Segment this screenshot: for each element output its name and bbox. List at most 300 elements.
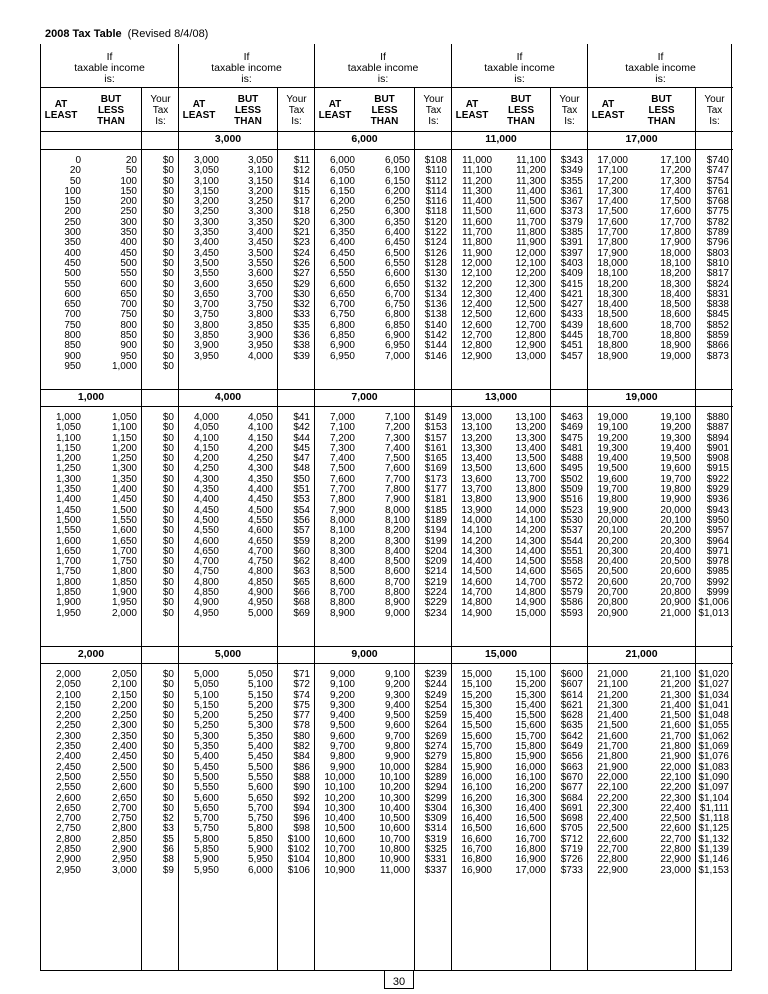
at-least-value: 1,550 xyxy=(55,525,81,537)
but-less-than-value: 12,200 xyxy=(515,268,546,280)
at-least-value: 850 xyxy=(64,340,81,352)
tax-value: $670 xyxy=(560,771,583,783)
at-least-value: 6,350 xyxy=(329,227,355,239)
tax-value: $36 xyxy=(293,330,310,342)
tax-value: $23 xyxy=(293,237,310,249)
at-least-value: 14,300 xyxy=(461,545,492,557)
but-less-than-value: 6,300 xyxy=(384,206,410,218)
but-less-than-value: 23,000 xyxy=(660,864,691,876)
tax-value: $1,076 xyxy=(698,751,729,763)
tax-value: $1,104 xyxy=(698,792,729,804)
table-row xyxy=(41,866,178,876)
but-less-than-value: 2,300 xyxy=(111,720,137,732)
at-least-value: 19,800 xyxy=(597,494,628,506)
tax-value: $269 xyxy=(424,730,447,742)
at-least-value: 20,000 xyxy=(597,514,628,526)
but-less-than-value: 9,300 xyxy=(384,689,410,701)
but-less-than-value: 14,700 xyxy=(515,576,546,588)
tax-value: $0 xyxy=(162,504,174,516)
at-least-value: 2,300 xyxy=(55,730,81,742)
but-less-than-value: 19,900 xyxy=(660,494,691,506)
table-row xyxy=(41,166,178,176)
but-less-than-value: 15,700 xyxy=(515,730,546,742)
at-least-value: 300 xyxy=(64,227,81,239)
at-least-value: 21,700 xyxy=(597,741,628,753)
tax-value: $950 xyxy=(706,514,729,526)
tax-value: $642 xyxy=(560,730,583,742)
tax-value: $488 xyxy=(560,453,583,465)
tax-value: $35 xyxy=(293,319,310,331)
tax-value: $810 xyxy=(706,257,729,269)
header-text: AT xyxy=(192,99,206,110)
but-less-than-value: 15,600 xyxy=(515,720,546,732)
tax-value: $866 xyxy=(706,340,729,352)
but-less-than-value: 6,250 xyxy=(384,196,410,208)
but-less-than-value: 10,400 xyxy=(379,802,410,814)
section-rows xyxy=(315,156,451,362)
header-text: LEAST xyxy=(182,110,216,121)
but-less-than-value: 10,800 xyxy=(379,844,410,856)
tax-value: $26 xyxy=(293,257,310,269)
tax-value: $264 xyxy=(424,720,447,732)
at-least-value: 22,600 xyxy=(597,833,628,845)
at-least-value: 2,350 xyxy=(55,741,81,753)
at-least-value: 11,700 xyxy=(462,227,492,239)
at-least-value: 4,250 xyxy=(193,463,219,475)
table-row xyxy=(41,177,178,187)
but-less-than-header xyxy=(492,88,550,132)
tax-value: $775 xyxy=(706,206,729,218)
but-less-than-value: 14,000 xyxy=(515,504,546,516)
but-less-than-value: 8,500 xyxy=(384,556,410,568)
but-less-than-value: 850 xyxy=(120,330,137,342)
but-less-than-value: 9,800 xyxy=(384,741,410,753)
table-row xyxy=(452,609,587,619)
tax-value: $992 xyxy=(706,576,729,588)
but-less-than-value: 2,800 xyxy=(111,823,137,835)
at-least-value: 6,300 xyxy=(329,216,355,228)
at-least-value: 16,100 xyxy=(461,782,492,794)
but-less-than-value: 13,200 xyxy=(515,422,546,434)
but-less-than-value: 14,600 xyxy=(515,566,546,578)
at-least-value: 2,000 xyxy=(55,669,81,680)
at-least-value: 22,300 xyxy=(597,802,628,814)
tax-value: $0 xyxy=(162,607,174,619)
but-less-than-value: 6,400 xyxy=(384,227,410,239)
at-least-value: 14,400 xyxy=(461,556,492,568)
but-less-than-value: 3,500 xyxy=(247,247,273,259)
at-least-value: 12,000 xyxy=(461,257,492,269)
column-header-if xyxy=(315,44,451,88)
table-row xyxy=(41,187,178,197)
at-least-value: 3,750 xyxy=(193,309,219,321)
tax-value: $161 xyxy=(424,442,447,454)
but-less-than-value: 5,050 xyxy=(247,669,273,680)
but-less-than-value: 8,100 xyxy=(384,514,410,526)
at-least-value: 12,100 xyxy=(461,268,492,280)
but-less-than-value: 9,000 xyxy=(384,607,410,619)
at-least-value: 19,400 xyxy=(597,453,628,465)
at-least-value: 18,100 xyxy=(597,268,628,280)
but-less-than-value: 10,700 xyxy=(379,833,410,845)
header-text: Your xyxy=(150,93,171,105)
tax-value: $254 xyxy=(424,699,447,711)
at-least-value: 450 xyxy=(64,257,81,269)
at-least-value: 14,000 xyxy=(461,514,492,526)
tax-value: $915 xyxy=(706,463,729,475)
at-least-value: 4,600 xyxy=(193,535,219,547)
at-least-value: 18,500 xyxy=(597,309,628,321)
tax-value: $153 xyxy=(424,422,447,434)
but-less-than-value: 7,100 xyxy=(384,412,410,423)
header-text: is: xyxy=(377,73,389,85)
tax-value: $30 xyxy=(293,288,310,300)
at-least-value: 21,300 xyxy=(597,699,628,711)
but-less-than-value: 6,850 xyxy=(384,319,410,331)
tax-value: $0 xyxy=(162,484,174,496)
tax-value: $0 xyxy=(162,227,174,239)
but-less-than-value: 4,900 xyxy=(247,587,273,599)
tax-value: $1,020 xyxy=(698,669,729,680)
tax-value: $475 xyxy=(560,432,583,444)
but-less-than-header xyxy=(628,88,695,132)
tax-value: $138 xyxy=(424,309,447,321)
tax-value: $0 xyxy=(162,288,174,300)
but-less-than-value: 13,800 xyxy=(515,484,546,496)
tax-value: $796 xyxy=(706,237,729,249)
at-least-value: 14,800 xyxy=(461,597,492,609)
at-least-value: 6,750 xyxy=(329,309,355,321)
tax-value: $259 xyxy=(424,710,447,722)
but-less-than-value: 8,600 xyxy=(384,566,410,578)
section-rows xyxy=(452,413,587,619)
at-least-value: 1,450 xyxy=(55,504,81,516)
but-less-than-value: 8,200 xyxy=(384,525,410,537)
at-least-value: 2,600 xyxy=(55,792,81,804)
at-least-value: 6,500 xyxy=(329,257,355,269)
but-less-than-value: 5,650 xyxy=(247,792,273,804)
header-text: BUT xyxy=(651,93,672,105)
but-less-than-value: 6,750 xyxy=(384,299,410,311)
tax-value: $705 xyxy=(560,823,583,835)
tax-value: $0 xyxy=(162,710,174,722)
at-least-value: 4,700 xyxy=(193,556,219,568)
tax-value: $106 xyxy=(287,864,310,876)
but-less-than-value: 11,900 xyxy=(516,237,546,249)
but-less-than-value: 8,700 xyxy=(384,576,410,588)
but-less-than-value: 22,300 xyxy=(660,792,691,804)
but-less-than-value: 22,100 xyxy=(660,771,691,783)
at-least-value: 11,500 xyxy=(462,206,492,218)
at-least-value: 7,300 xyxy=(329,442,355,454)
section-rows xyxy=(588,413,733,619)
tax-value: $294 xyxy=(424,782,447,794)
tax-value: $239 xyxy=(424,669,447,680)
at-least-value: 12,700 xyxy=(461,330,492,342)
at-least-value: 16,900 xyxy=(461,864,492,876)
but-less-than-value: 13,900 xyxy=(515,494,546,506)
at-least-value: 19,900 xyxy=(597,504,628,516)
but-less-than-value: 14,500 xyxy=(515,556,546,568)
section-header xyxy=(179,389,314,407)
at-least-value: 18,300 xyxy=(597,288,628,300)
at-least-value: 4,450 xyxy=(193,504,219,516)
at-least-value: 5,450 xyxy=(193,761,219,773)
but-less-than-value: 3,800 xyxy=(247,309,273,321)
but-less-than-value: 13,300 xyxy=(515,432,546,444)
but-less-than-value: 17,700 xyxy=(660,216,691,228)
section-rows xyxy=(179,413,314,619)
section-rows xyxy=(41,413,178,619)
section-header xyxy=(41,646,178,664)
tax-value: $0 xyxy=(162,340,174,352)
table-row xyxy=(315,866,451,876)
tax-value: $181 xyxy=(424,494,447,506)
tax-value: $469 xyxy=(560,422,583,434)
at-least-value: 7,100 xyxy=(329,422,355,434)
but-less-than-value: 11,600 xyxy=(516,206,546,218)
section-label: 17,000 xyxy=(625,133,658,145)
tax-value: $0 xyxy=(162,576,174,588)
tax-value: $314 xyxy=(424,823,447,835)
at-least-value: 18,700 xyxy=(597,330,628,342)
but-less-than-value: 6,800 xyxy=(384,309,410,321)
at-least-value: 16,000 xyxy=(461,771,492,783)
section-header xyxy=(179,646,314,664)
at-least-value: 4,300 xyxy=(193,473,219,485)
at-least-value: 7,700 xyxy=(329,484,355,496)
but-less-than-value: 20,900 xyxy=(660,597,691,609)
at-least-value: 550 xyxy=(64,278,81,290)
tax-value: $12 xyxy=(293,165,310,177)
but-less-than-value: 6,100 xyxy=(384,165,410,177)
but-less-than-value: 22,600 xyxy=(660,823,691,835)
tax-value: $0 xyxy=(162,350,174,362)
tax-value: $72 xyxy=(293,679,310,691)
at-least-value: 13,400 xyxy=(461,453,492,465)
tax-table xyxy=(40,44,732,971)
tax-value: $56 xyxy=(293,514,310,526)
at-least-value: 6,050 xyxy=(329,165,355,177)
section-rows xyxy=(452,670,587,876)
tax-value: $789 xyxy=(706,227,729,239)
but-less-than-value: 800 xyxy=(120,319,137,331)
tax-value: $747 xyxy=(706,165,729,177)
at-least-value: 10,900 xyxy=(324,864,355,876)
at-least-value: 1,000 xyxy=(55,412,81,423)
at-least-value: 950 xyxy=(64,360,81,372)
but-less-than-value: 22,800 xyxy=(660,844,691,856)
at-least-value: 6,700 xyxy=(329,299,355,311)
tax-value: $0 xyxy=(162,556,174,568)
tax-value: $0 xyxy=(162,309,174,321)
but-less-than-value: 14,900 xyxy=(515,597,546,609)
but-less-than-value: 6,050 xyxy=(384,155,410,166)
section-label: 13,000 xyxy=(484,391,518,403)
at-least-value: 20,800 xyxy=(597,597,628,609)
but-less-than-value: 200 xyxy=(120,196,137,208)
at-least-value: 15,200 xyxy=(461,689,492,701)
but-less-than-value: 13,400 xyxy=(515,442,546,454)
at-least-value: 14,200 xyxy=(461,535,492,547)
at-least-value: 20,400 xyxy=(597,556,628,568)
header-text: taxable income xyxy=(74,62,145,74)
but-less-than-value: 20,700 xyxy=(660,576,691,588)
header-text: Tax xyxy=(152,104,169,116)
at-least-value: 6,000 xyxy=(329,155,355,166)
at-least-value: 11,800 xyxy=(462,237,492,249)
tax-value: $1,125 xyxy=(698,823,729,835)
but-less-than-value: 2,350 xyxy=(111,730,137,742)
at-least-value: 21,900 xyxy=(597,761,628,773)
but-less-than-value: 1,750 xyxy=(111,556,137,568)
your-tax-header xyxy=(695,88,733,132)
tax-value: $421 xyxy=(560,288,583,300)
tax-value: $45 xyxy=(293,442,310,454)
table-row xyxy=(179,609,314,619)
section-header xyxy=(315,132,451,150)
tax-value: $0 xyxy=(162,566,174,578)
but-less-than-value: 11,000 xyxy=(380,864,410,876)
but-less-than-value: 3,150 xyxy=(247,175,273,187)
at-least-value: 2,050 xyxy=(55,679,81,691)
table-row xyxy=(41,300,178,310)
tax-value: $234 xyxy=(424,607,447,619)
tax-value: $0 xyxy=(162,453,174,465)
but-less-than-value: 20,200 xyxy=(660,525,691,537)
tax-value: $41 xyxy=(293,412,310,423)
tax-value: $319 xyxy=(424,833,447,845)
at-least-value: 9,100 xyxy=(329,679,355,691)
but-less-than-value: 2,100 xyxy=(111,679,137,691)
at-least-value: 6,250 xyxy=(329,206,355,218)
tax-value: $6 xyxy=(162,844,174,856)
tax-value: $214 xyxy=(424,566,447,578)
at-least-value: 22,100 xyxy=(597,782,628,794)
table-row xyxy=(41,331,178,341)
at-least-value: 2,900 xyxy=(55,854,81,866)
tax-value: $415 xyxy=(560,278,583,290)
but-less-than-value: 1,000 xyxy=(111,360,137,372)
at-least-value: 20,700 xyxy=(597,587,628,599)
at-least-value: 15,600 xyxy=(461,730,492,742)
at-least-value: 9,200 xyxy=(329,689,355,701)
at-least-value: 19,600 xyxy=(597,473,628,485)
section-label: 11,000 xyxy=(485,133,517,145)
table-row xyxy=(179,352,314,362)
page-title xyxy=(45,28,208,40)
but-less-than-value: 20,600 xyxy=(660,566,691,578)
header-text: AT xyxy=(328,99,342,110)
section-rows xyxy=(41,670,178,876)
table-row xyxy=(452,866,587,876)
but-less-than-value: 17,400 xyxy=(660,185,691,197)
tax-value: $1,055 xyxy=(698,720,729,732)
tax-value: $0 xyxy=(162,545,174,557)
table-title: 2008 Tax Table xyxy=(45,28,122,40)
tax-value: $0 xyxy=(162,442,174,454)
tax-value: $17 xyxy=(293,196,310,208)
at-least-value: 17,500 xyxy=(597,206,628,218)
at-least-value: 1,400 xyxy=(55,494,81,506)
at-least-value: 1,900 xyxy=(55,597,81,609)
tax-value: $0 xyxy=(162,730,174,742)
header-text: Tax xyxy=(288,104,305,116)
tax-value: $142 xyxy=(424,330,447,342)
header-text: is: xyxy=(655,73,666,85)
at-least-value: 19,200 xyxy=(597,432,628,444)
but-less-than-value: 1,250 xyxy=(111,453,137,465)
at-least-value: 16,600 xyxy=(461,833,492,845)
tax-value: $42 xyxy=(293,422,310,434)
tax-value: $621 xyxy=(560,699,583,711)
section-rows xyxy=(588,670,733,876)
at-least-value: 5,350 xyxy=(193,741,219,753)
tax-value: $1,034 xyxy=(698,689,729,701)
table-column xyxy=(41,44,179,971)
section-header xyxy=(588,132,733,150)
section-header xyxy=(41,132,178,150)
but-less-than-value: 5,500 xyxy=(247,761,273,773)
tax-value: $740 xyxy=(706,155,729,166)
section-header xyxy=(452,132,587,150)
tax-value: $971 xyxy=(706,545,729,557)
table-row xyxy=(41,341,178,351)
but-less-than-value: 15,300 xyxy=(515,689,546,701)
at-least-value: 5,250 xyxy=(193,720,219,732)
but-less-than-value: 750 xyxy=(120,309,137,321)
tax-value: $684 xyxy=(560,792,583,804)
tax-value: $361 xyxy=(560,185,583,197)
tax-value: $0 xyxy=(162,802,174,814)
at-least-value: 3,000 xyxy=(193,155,219,166)
at-least-value: 9,300 xyxy=(329,699,355,711)
table-row xyxy=(41,197,178,207)
header-text: LEAST xyxy=(591,110,625,121)
but-less-than-value: 10,200 xyxy=(379,782,410,794)
tax-value: $118 xyxy=(425,206,447,218)
tax-value: $68 xyxy=(293,597,310,609)
table-row xyxy=(41,609,178,619)
but-less-than-value: 6,700 xyxy=(384,288,410,300)
tax-value: $1,048 xyxy=(698,710,729,722)
at-least-value: 5,000 xyxy=(193,669,219,680)
section-header xyxy=(41,389,178,407)
section-label: 6,000 xyxy=(351,133,378,145)
but-less-than-value: 6,550 xyxy=(384,257,410,269)
but-less-than-value: 21,700 xyxy=(660,730,691,742)
tax-value: $134 xyxy=(424,288,447,300)
but-less-than-value: 5,200 xyxy=(247,699,273,711)
but-less-than-value: 2,600 xyxy=(111,782,137,794)
header-text: LEAST xyxy=(318,110,352,121)
but-less-than-value: 5,450 xyxy=(247,751,273,763)
but-less-than-value: 18,100 xyxy=(660,257,691,269)
tax-value: $691 xyxy=(560,802,583,814)
but-less-than-value: 4,350 xyxy=(247,473,273,485)
tax-value: $27 xyxy=(293,268,310,280)
but-less-than-value: 16,900 xyxy=(515,854,546,866)
tax-value: $0 xyxy=(162,268,174,280)
tax-value: $0 xyxy=(162,330,174,342)
tax-value: $146 xyxy=(424,350,447,362)
tax-value: $957 xyxy=(706,525,729,537)
header-text: If xyxy=(657,51,664,63)
tax-value: $2 xyxy=(162,813,174,825)
but-less-than-value: 19,300 xyxy=(660,432,691,444)
at-least-value: 17,000 xyxy=(597,155,628,166)
but-less-than-value: 20,800 xyxy=(660,587,691,599)
